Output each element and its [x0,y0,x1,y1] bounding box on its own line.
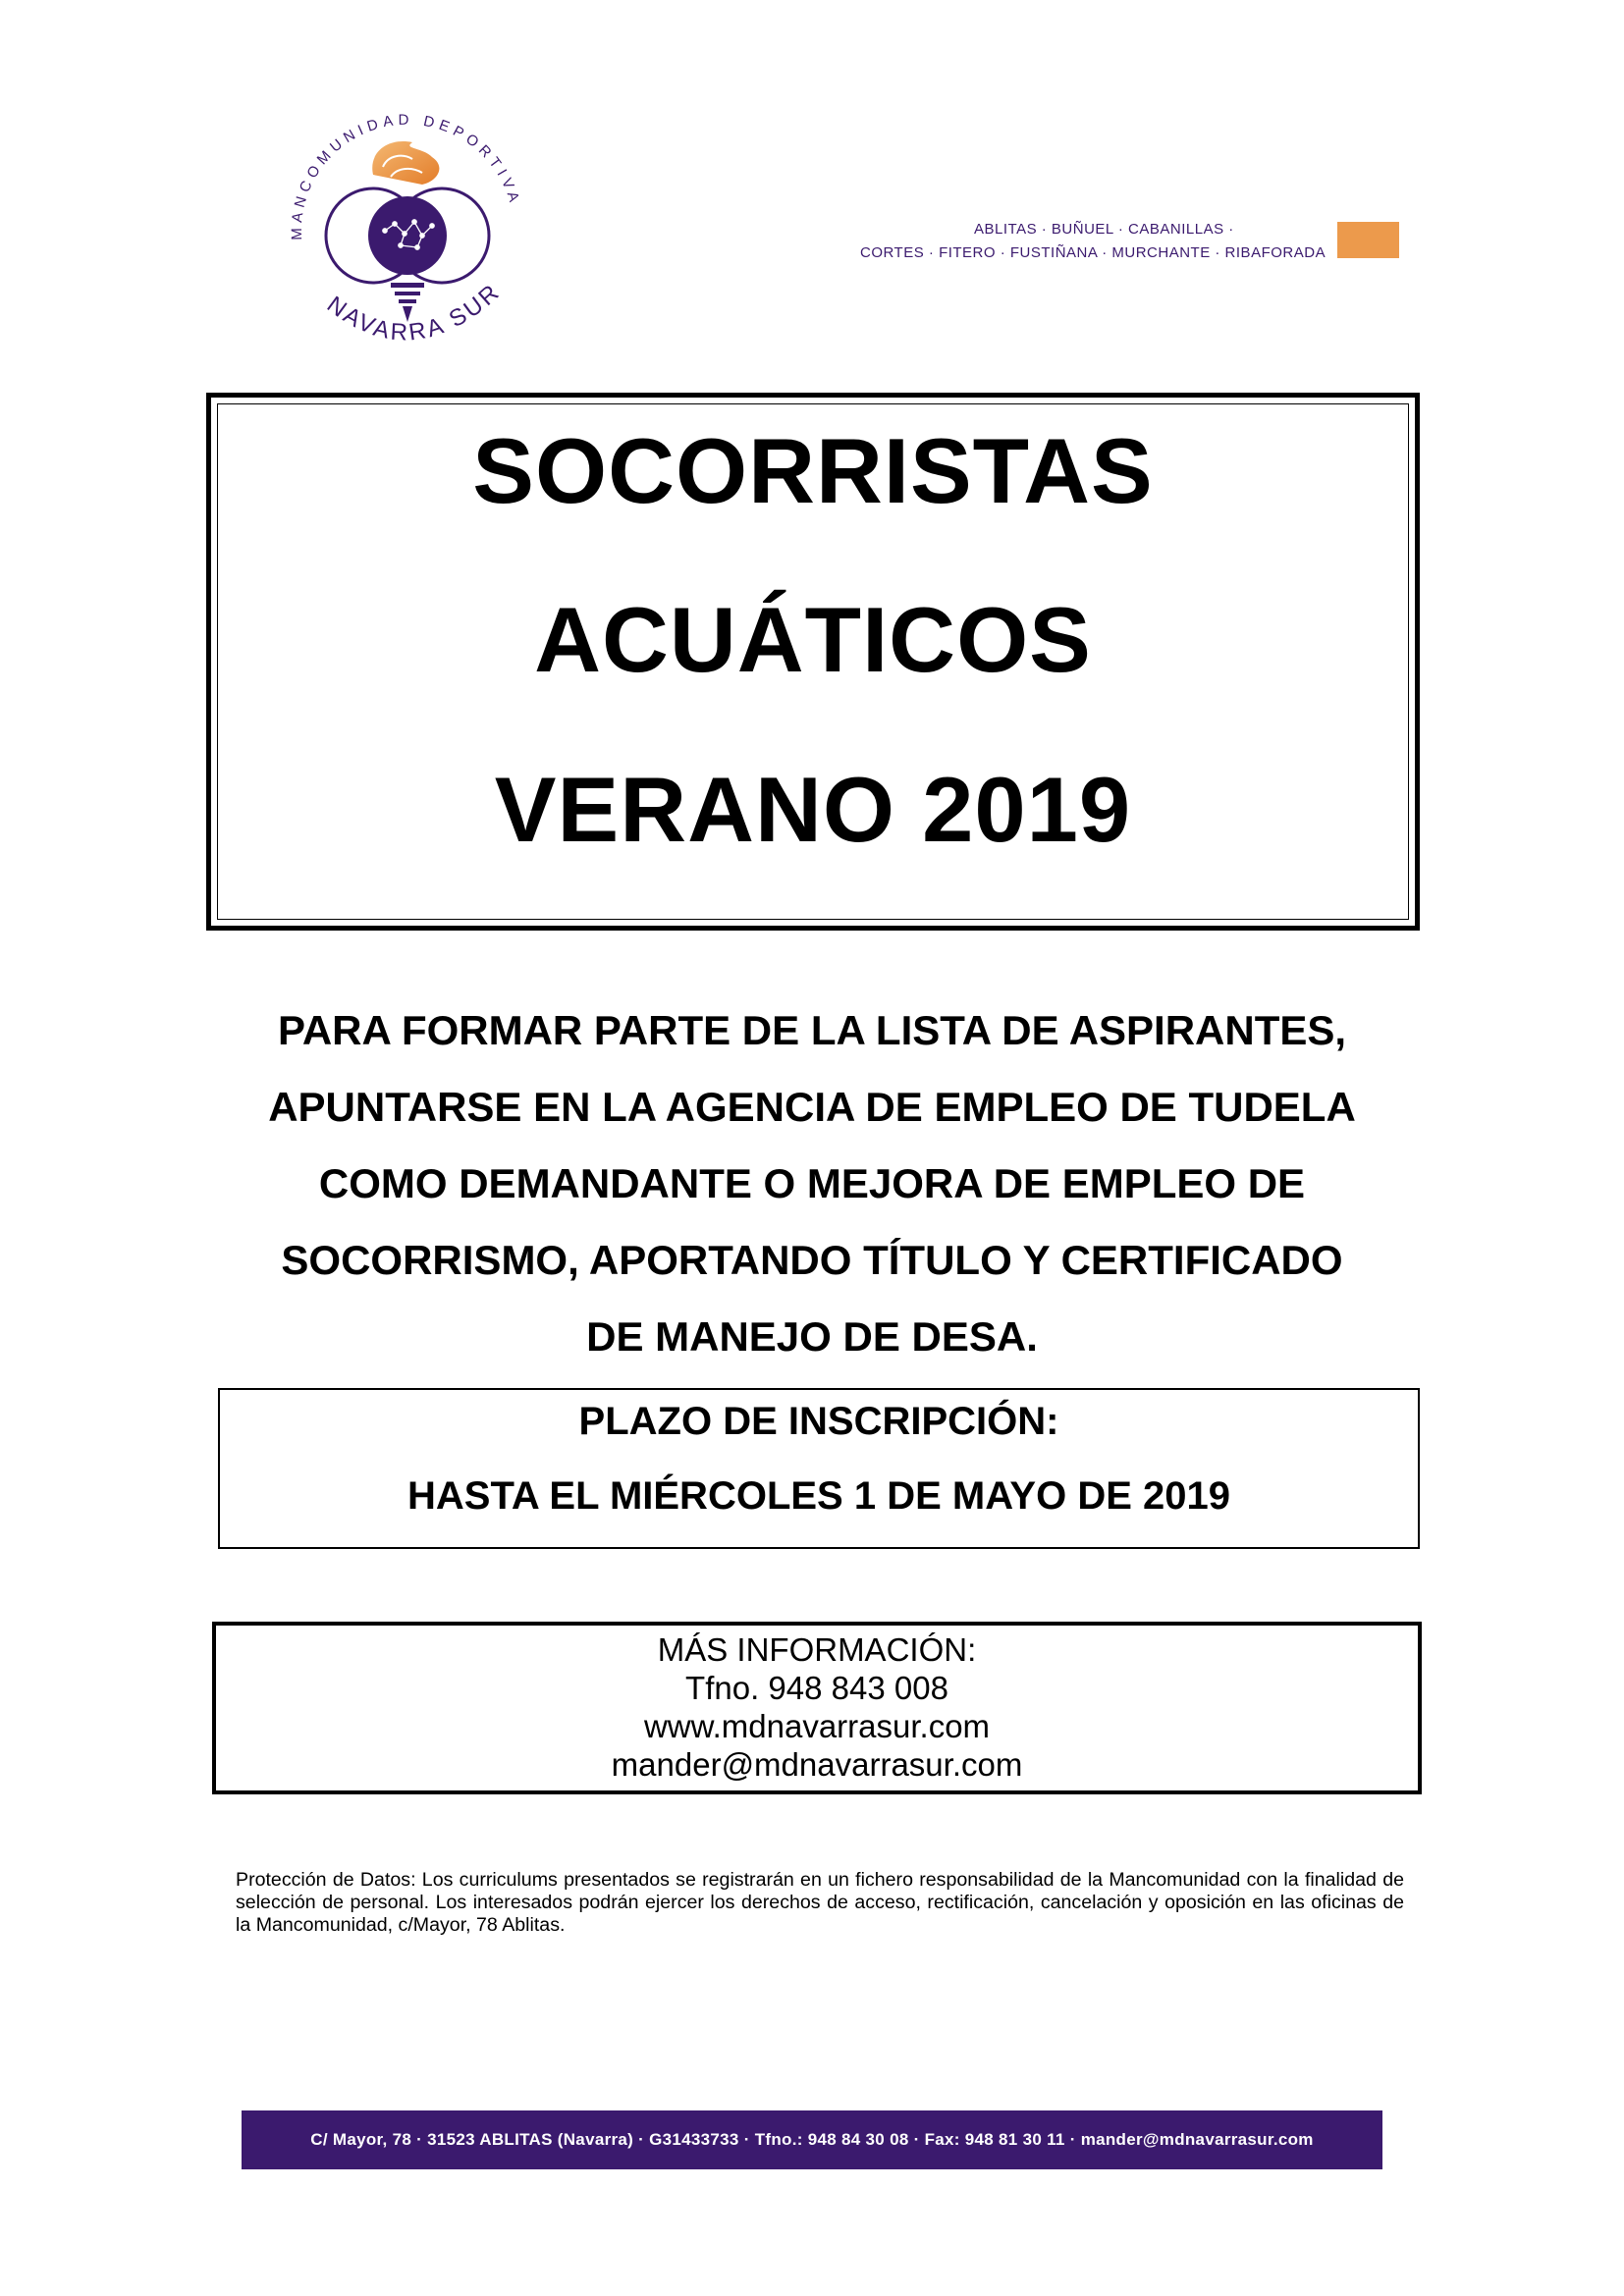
logo-arc-top: MANCOMUNIDAD DEPORTIVA [288,111,524,240]
deadline-box [218,1388,1420,1549]
footer-contact-text: C/ Mayor, 78 · 31523 ABLITAS (Navarra) · G31433733 · Tfno.: 948 84 30 08 · Fax: 948 81 30 11 · mander@mdnavarrasur.com [310,2130,1314,2149]
title-line-3: VERANO 2019 [494,758,1132,861]
instructions-line-1: PARA FORMAR PARTE DE LA LISTA DE ASPIRANTES, [277,1007,1347,1053]
title-line-2: ACUÁTICOS [534,588,1092,691]
footer-bar [242,2110,1382,2169]
info-email: mander@mdnavarrasur.com [611,1746,1023,1783]
logo-graphic [265,98,550,363]
flame-shape [372,141,439,185]
deadline-date: HASTA EL MIÉRCOLES 1 DE MAYO DE 2019 [407,1474,1230,1518]
title-line-1: SOCORRISTAS [472,419,1154,522]
instructions-line-3: COMO DEMANDANTE O MEJORA DE EMPLEO DE [318,1160,1306,1206]
svg-text:NAVARRA SUR [322,278,506,346]
logo-arc-bottom: NAVARRA SUR [322,278,507,347]
instructions-line-5: DE MANEJO DE DESA. [586,1313,1038,1360]
info-website: www.mdnavarrasur.com [643,1708,991,1744]
instructions-line-2: APUNTARSE EN LA AGENCIA DE EMPLEO DE TUDELA [268,1084,1356,1130]
towns-line-2: CORTES · FITERO · FUSTIÑANA · MURCHANTE · RIBAFORADA [860,244,1326,261]
mancomunidad-logo [265,98,550,363]
member-towns [844,218,1355,265]
deadline-label: PLAZO DE INSCRIPCIÓN: [578,1400,1059,1443]
towns-line-1: ABLITAS · BUÑUEL · CABANILLAS · [974,221,1234,238]
orange-accent-block [1337,222,1399,258]
info-phone: Tfno. 948 843 008 [685,1670,948,1706]
more-info-box [212,1622,1422,1794]
info-heading: MÁS INFORMACIÓN: [657,1631,977,1668]
data-protection-notice: Protección de Datos: Los curriculums presentados se registrarán en un fichero responsabilidad de la Mancomunidad con la finalidad de selección de personal. Los interesados podrán ejercer los derechos de acceso, rectificación, cancelación y oposición en las oficinas de la Mancomunidad, c/Mayor, 78 Ablitas. [236,1869,1404,1936]
title-box [206,393,1420,931]
instructions-line-4: SOCORRISMO, APORTANDO TÍTULO Y CERTIFICADO [281,1237,1343,1283]
